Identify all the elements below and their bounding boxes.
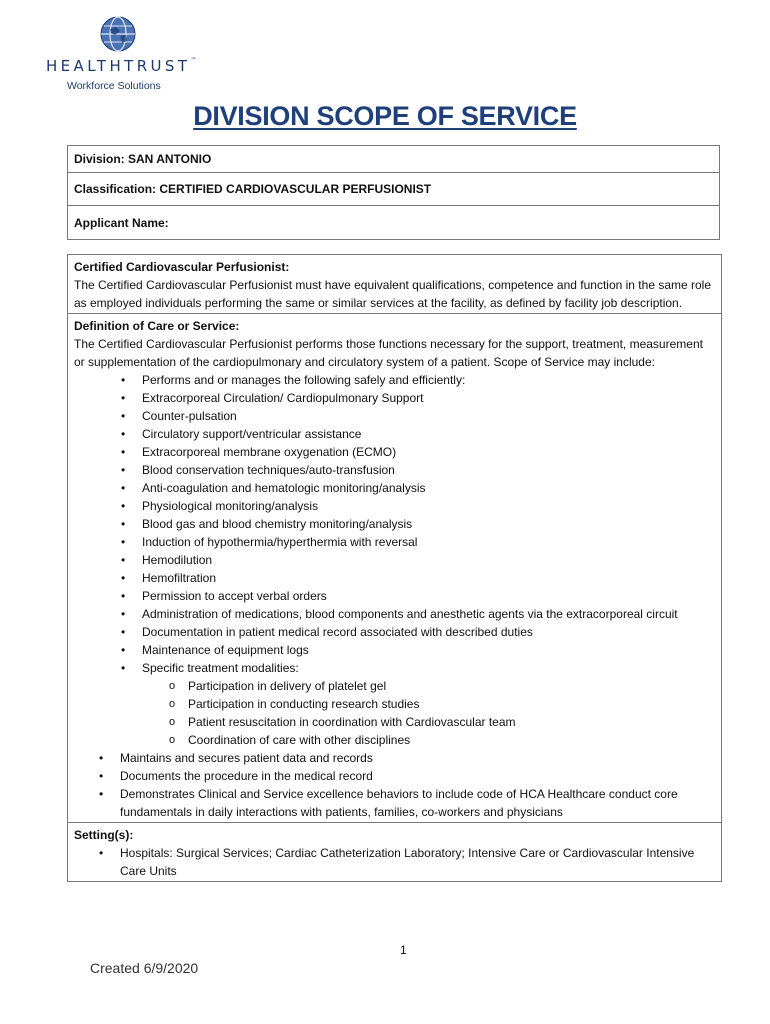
list-item: • Administration of medications, blood components and anesthetic agents via the extracorporeal circuit	[74, 605, 715, 623]
healthtrust-logo	[44, 16, 197, 92]
info-table	[67, 145, 720, 240]
list-item: • Extracorporeal Circulation/ Cardiopulmonary Support	[74, 389, 715, 407]
responsibilities-list	[74, 749, 715, 821]
definition-section	[68, 314, 721, 823]
division-field: Division: SAN ANTONIO	[68, 146, 720, 173]
list-item: • Specific treatment modalities:	[74, 659, 715, 677]
sub-list-item: o Participation in conducting research studies	[74, 695, 715, 713]
section-heading: Definition of Care or Service:	[74, 319, 240, 333]
list-item: • Hemodilution	[74, 551, 715, 569]
page-number: 1	[400, 943, 407, 957]
settings-list	[74, 844, 715, 880]
settings-section	[68, 823, 721, 881]
sub-list-item: o Patient resuscitation in coordination with Cardiovascular team	[74, 713, 715, 731]
perfusionist-section	[68, 255, 721, 314]
list-item: • Anti-coagulation and hematologic monitoring/analysis	[74, 479, 715, 497]
list-item: • Circulatory support/ventricular assistance	[74, 425, 715, 443]
list-item: • Documents the procedure in the medical record	[74, 767, 715, 785]
list-item: • Hemofiltration	[74, 569, 715, 587]
trademark-symbol: ™	[190, 57, 197, 64]
list-item: • Blood conservation techniques/auto-transfusion	[74, 461, 715, 479]
created-date: Created 6/9/2020	[90, 960, 199, 976]
sub-list-item: o Coordination of care with other disciplines	[74, 731, 715, 749]
list-item: • Hospitals: Surgical Services; Cardiac Catheterization Laboratory; Intensive Care or Cardiovascular Intensive Care Units	[74, 844, 715, 880]
service-list	[74, 371, 715, 677]
list-item: • Permission to accept verbal orders	[74, 587, 715, 605]
classification-field: Classification: CERTIFIED CARDIOVASCULAR PERFUSIONIST	[68, 173, 720, 206]
list-item: • Demonstrates Clinical and Service excellence behaviors to include code of HCA Healthcare conduct core fundamentals in daily interactions with patients, families, co-workers and physicians	[74, 785, 715, 821]
section-heading: Certified Cardiovascular Perfusionist:	[74, 260, 290, 274]
list-item: • Documentation in patient medical record associated with described duties	[74, 623, 715, 641]
list-item: • Physiological monitoring/analysis	[74, 497, 715, 515]
list-item: • Performs and or manages the following safely and efficiently:	[74, 371, 715, 389]
page-title: DIVISION SCOPE OF SERVICE	[193, 101, 577, 131]
scope-body	[67, 254, 722, 882]
list-item: • Blood gas and blood chemistry monitoring/analysis	[74, 515, 715, 533]
section-heading: Setting(s):	[74, 828, 134, 842]
logo-subtitle: Workforce Solutions	[67, 80, 161, 92]
section-text: The Certified Cardiovascular Perfusionist performs those functions necessary for the support, treatment, measurement or supplementation of the cardiopulmonary and circulatory system of a patient. Scope of Service may include:	[74, 337, 703, 369]
logo-wordmark: HEALTHTRUST™	[46, 57, 197, 75]
list-item: • Extracorporeal membrane oxygenation (ECMO)	[74, 443, 715, 461]
list-item: • Maintains and secures patient data and records	[74, 749, 715, 767]
section-text: The Certified Cardiovascular Perfusionist must have equivalent qualifications, competence and function in the same role as employed individuals performing the same or similar services at the facility, as defined by facility job description.	[74, 278, 712, 310]
applicant-name-field: Applicant Name:	[68, 206, 720, 240]
globe-logo-icon	[100, 16, 136, 52]
list-item: • Counter-pulsation	[74, 407, 715, 425]
list-item: • Induction of hypothermia/hyperthermia with reversal	[74, 533, 715, 551]
list-item: • Maintenance of equipment logs	[74, 641, 715, 659]
treatment-modalities-list	[74, 677, 715, 749]
sub-list-item: o Participation in delivery of platelet gel	[74, 677, 715, 695]
